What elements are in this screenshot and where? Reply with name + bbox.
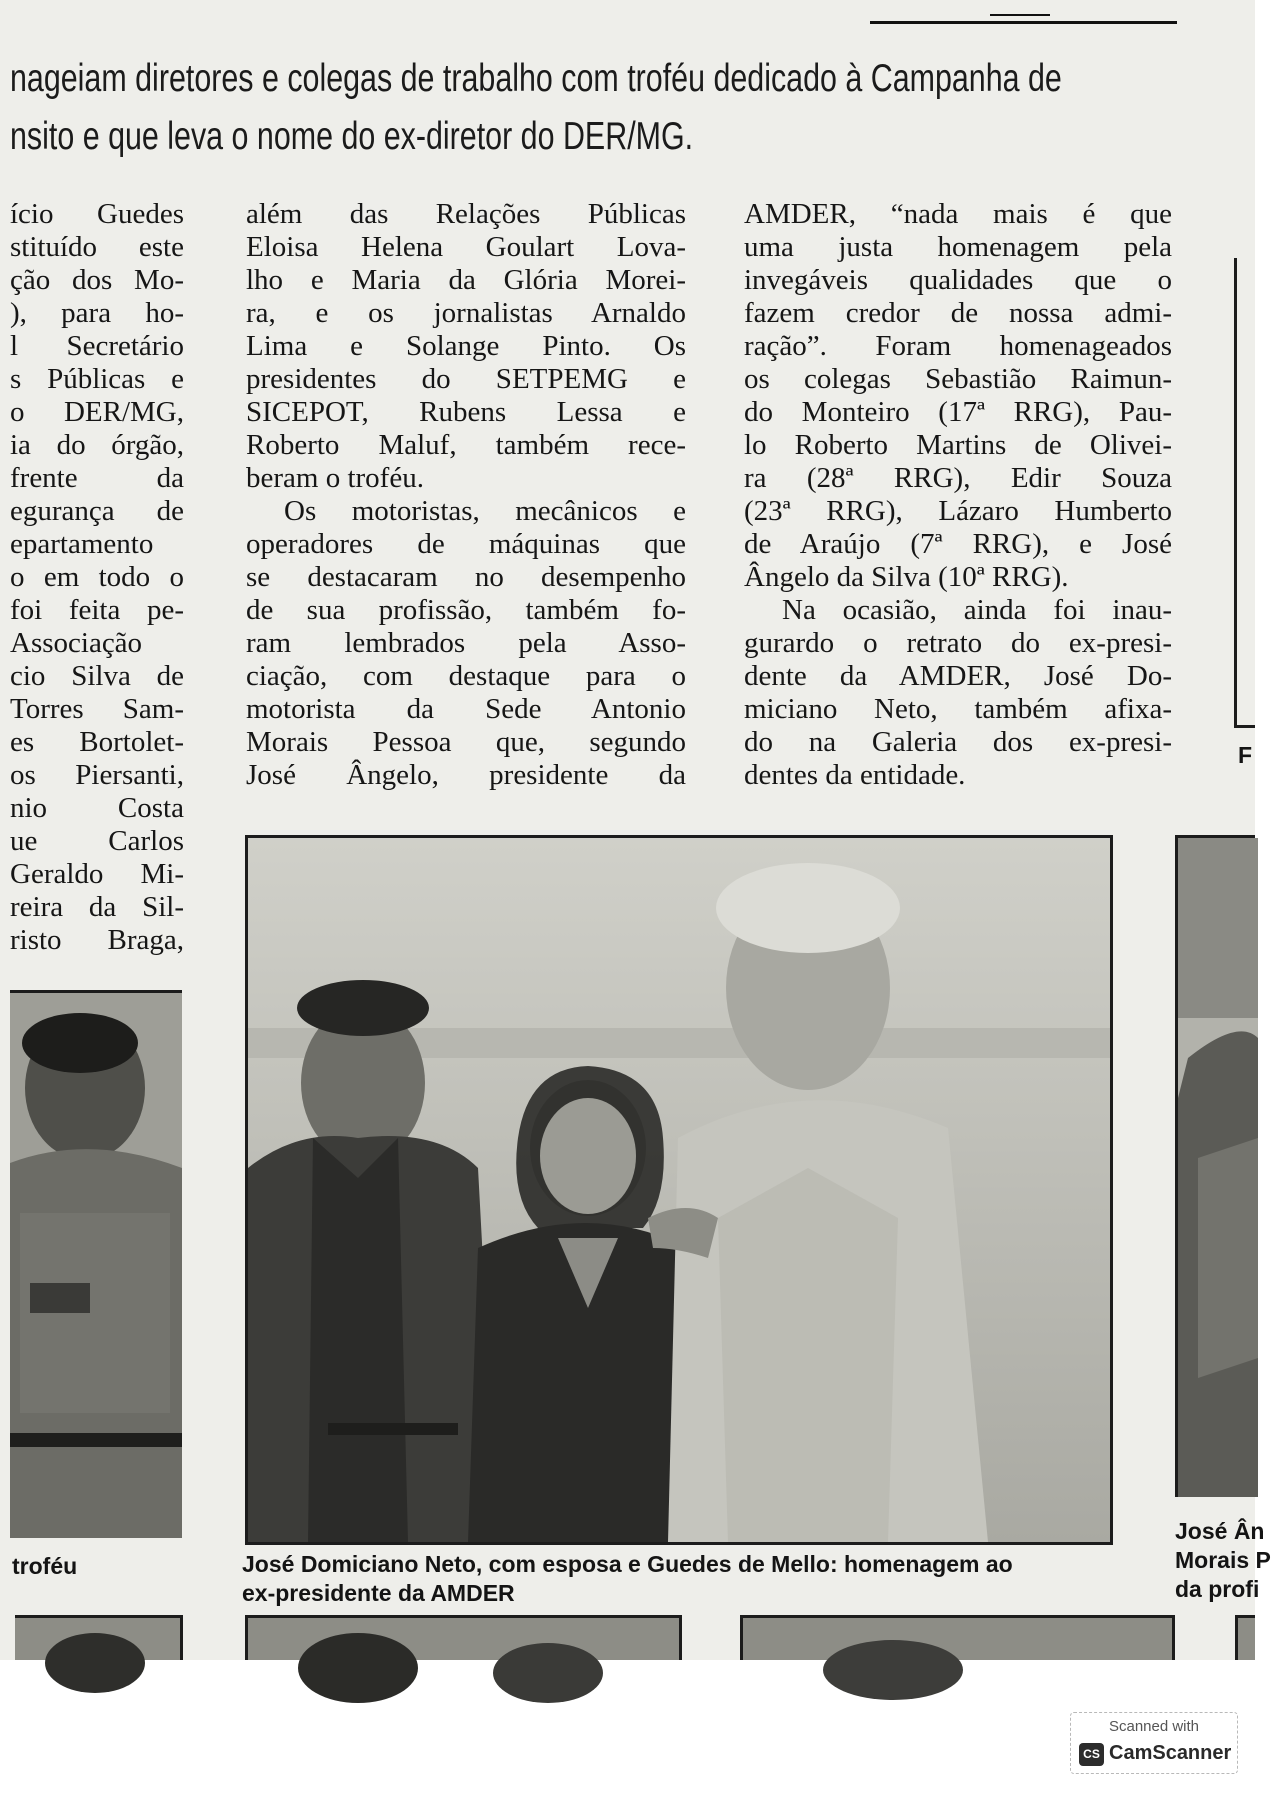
article-column-right: [744, 198, 1172, 792]
article-line: uma justa homenagem pela: [744, 231, 1172, 263]
article-line: de sua profissão, também fo-: [246, 594, 686, 626]
article-line: os Piersanti,: [10, 759, 184, 791]
bottom-photo-3: [740, 1615, 1175, 1660]
top-rule-short: [990, 14, 1050, 16]
right-caption-line-1: José Ân: [1175, 1518, 1265, 1544]
top-rule: [870, 21, 1177, 24]
article-line: Torres Sam-: [10, 693, 184, 725]
article-line: Ângelo da Silva (10ª RRG).: [744, 561, 1069, 593]
article-line: presidentes do SETPEMG e: [246, 363, 686, 395]
article-line: Lima e Solange Pinto. Os: [246, 330, 686, 362]
article-line: do na Galeria dos ex-presi-: [744, 726, 1172, 758]
article-line: ção dos Mo-: [10, 264, 184, 296]
article-column-left: [10, 198, 184, 957]
article-line: egurança de: [10, 495, 184, 527]
article-line: motorista da Sede Antonio: [246, 693, 686, 725]
article-line: ra, e os jornalistas Arnaldo: [246, 297, 686, 329]
article-line: (23ª RRG), Lázaro Humberto: [744, 495, 1172, 527]
article-line: operadores de máquinas que: [246, 528, 686, 560]
article-line: além das Relações Públicas: [246, 198, 686, 230]
main-photo-caption: [242, 1550, 1013, 1608]
article-line: ciação, com destaque para o: [246, 660, 686, 692]
article-line: ue Carlos: [10, 825, 184, 857]
article-line: cio Silva de: [10, 660, 184, 692]
article-line: l Secretário: [10, 330, 184, 362]
article-line: ), para ho-: [10, 297, 184, 329]
article-line: nio Costa: [10, 792, 184, 824]
article-line: epartamento: [10, 528, 154, 560]
left-photo-image: [10, 993, 182, 1538]
article-line: ia do órgão,: [10, 429, 184, 461]
headline-line-1: nageiam diretores e colegas de trabalho com troféu dedicado à Campanha de: [10, 57, 1062, 100]
camscanner-brand: CamScanner: [1109, 1742, 1232, 1764]
article-line: stituído este: [10, 231, 184, 263]
right-photo-image: [1178, 838, 1258, 1497]
article-line: risto Braga,: [10, 924, 184, 956]
article-line: Associação: [10, 627, 143, 659]
article-line: Na ocasião, ainda foi inau-: [782, 594, 1172, 626]
article-line: o em todo o: [10, 561, 184, 593]
camscanner-watermark: [1070, 1712, 1238, 1774]
article-line: s Públicas e: [10, 363, 184, 395]
article-line: o DER/MG,: [10, 396, 184, 428]
headline: [10, 50, 1062, 166]
article-line: lho e Maria da Glória Morei-: [246, 264, 686, 296]
headline-line-2: nsito e que leva o nome do ex-diretor do DER/MG.: [10, 115, 694, 158]
article-line: Eloisa Helena Goulart Lova-: [246, 231, 686, 263]
left-photo: [10, 990, 182, 1538]
article-line: beram o troféu.: [246, 462, 424, 494]
article-line: Os motoristas, mecânicos e: [284, 495, 686, 527]
scanned-with-label: Scanned with: [1108, 1718, 1200, 1735]
article-line: foi feita pe-: [10, 594, 184, 626]
article-line: invegáveis qualidades que o: [744, 264, 1172, 296]
article-line: dentes da entidade.: [744, 759, 966, 791]
article-line: ício Guedes: [10, 198, 184, 230]
main-caption-line-2: ex-presidente da AMDER: [242, 1580, 515, 1606]
article-line: AMDER, “nada mais é que: [744, 198, 1172, 230]
article-line: do Monteiro (17ª RRG), Pau-: [744, 396, 1172, 428]
article-line: ração”. Foram homenageados: [744, 330, 1172, 362]
article-line: reira da Sil-: [10, 891, 184, 923]
camscanner-logo-icon: CS: [1079, 1743, 1104, 1766]
right-caption-line-2: Morais P: [1175, 1547, 1271, 1573]
main-caption-line-1: José Domiciano Neto, com esposa e Guedes de Mello: homenagem ao: [242, 1551, 1013, 1577]
adjacent-article-frame: [1234, 258, 1255, 728]
article-line: frente da: [10, 462, 184, 494]
article-line: es Bortolet-: [10, 726, 184, 758]
article-line: SICEPOT, Rubens Lessa e: [246, 396, 686, 428]
article-line: se destacaram no desempenho: [246, 561, 686, 593]
adjacent-caption-letter: F: [1238, 742, 1253, 768]
bottom-photo-2-image: [248, 1618, 685, 1663]
right-caption-line-3: da profi: [1175, 1576, 1260, 1602]
bottom-photo-2: [245, 1615, 682, 1660]
bottom-photo-1: [15, 1615, 183, 1660]
article-line: Geraldo Mi-: [10, 858, 184, 890]
article-column-middle: [246, 198, 686, 792]
bottom-photo-4: [1235, 1615, 1255, 1660]
article-line: os colegas Sebastião Raimun-: [744, 363, 1172, 395]
right-photo: [1175, 835, 1255, 1497]
article-line: de Araújo (7ª RRG), e José: [744, 528, 1172, 560]
article-line: miciano Neto, também afixa-: [744, 693, 1172, 725]
article-line: ram lembrados pela Asso-: [246, 627, 686, 659]
article-line: ra (28ª RRG), Edir Souza: [744, 462, 1172, 494]
main-photo: [245, 835, 1113, 1545]
bottom-photo-1-image: [15, 1618, 183, 1663]
bottom-photo-3-image: [743, 1618, 1178, 1663]
right-photo-caption: [1175, 1517, 1271, 1604]
article-line: gurardo o retrato do ex-presi-: [744, 627, 1172, 659]
left-photo-caption: troféu: [12, 1553, 78, 1579]
article-line: fazem credor de nossa admi-: [744, 297, 1172, 329]
main-photo-image: [248, 838, 1110, 1542]
article-line: Roberto Maluf, também rece-: [246, 429, 686, 461]
article-line: lo Roberto Martins de Olivei-: [744, 429, 1172, 461]
article-line: Morais Pessoa que, segundo: [246, 726, 686, 758]
article-line: dente da AMDER, José Do-: [744, 660, 1172, 692]
article-line: José Ângelo, presidente da: [246, 759, 686, 791]
